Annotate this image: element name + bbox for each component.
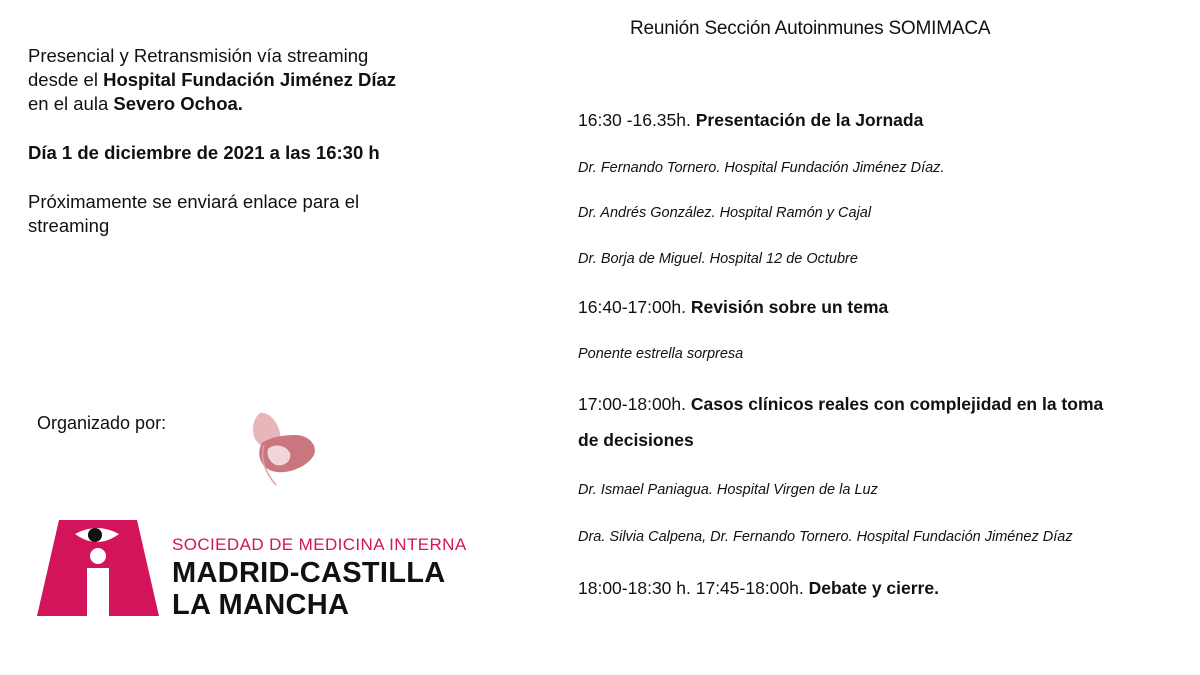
slot-1-speaker-2: Dr. Andrés González. Hospital Ramón y Cajal [578, 205, 872, 221]
agenda-slot-2 [578, 289, 1178, 325]
slot-1-speaker-3: Dr. Borja de Miguel. Hospital 12 de Octubre [578, 251, 858, 267]
butterfly-logo-icon [246, 405, 321, 487]
venue-line-2 [28, 68, 468, 92]
hospital-name: Hospital Fundación Jiménez Díaz [103, 69, 397, 90]
region-line-2: LA MANCHA [172, 589, 350, 621]
slot-3-speaker-2: Dra. Silvia Calpena, Dr. Fernando Tornero. Hospital Fundación Jiménez Díaz [578, 529, 1073, 545]
agenda-slot-1 [578, 102, 1178, 138]
agenda-slot-3 [578, 386, 1178, 422]
slot-1-title: Presentación de la Jornada [695, 110, 924, 130]
slot-1-time: 16:30 -16.35h. [578, 110, 696, 130]
slot-2-speaker-1: Ponente estrella sorpresa [578, 346, 744, 362]
region-name [172, 557, 446, 621]
slot-1-speaker-1: Dr. Fernando Tornero. Hospital Fundación Jiménez Díaz. [578, 160, 945, 176]
slot-3-time: 17:00-18:00h. [578, 394, 691, 414]
agenda-slot-3-cont [578, 422, 1178, 458]
venue-line-3 [28, 92, 468, 116]
event-info [28, 44, 468, 238]
slot-4-title: Debate y cierre. [808, 578, 939, 598]
venue-line-1: Presencial y Retransmisión vía streaming [28, 45, 369, 66]
room-name: Severo Ochoa. [113, 93, 243, 114]
slot-2-title: Revisión sobre un tema [690, 297, 889, 317]
streaming-note-line-1: Próximamente se enviará enlace para el [28, 191, 360, 212]
region-line-1: MADRID-CASTILLA [172, 557, 446, 589]
slot-3-speaker-1: Dr. Ismael Paniagua. Hospital Virgen de la Luz [578, 482, 878, 498]
agenda-slot-4 [578, 570, 1178, 606]
slot-3-title-line-1: Casos clínicos reales con complejidad en la toma [690, 394, 1104, 414]
page-title: Reunión Sección Autoinmunes SOMIMACA [630, 18, 991, 39]
venue-line-3-pre: en el aula [28, 93, 114, 114]
society-name: SOCIEDAD DE MEDICINA INTERNA [172, 535, 467, 554]
streaming-note-line-2: streaming [28, 215, 110, 236]
event-date-text: Día 1 de diciembre de 2021 a las 16:30 h [28, 142, 380, 163]
venue-line-2-pre: desde el [28, 69, 104, 90]
organized-by-label: Organizado por: [37, 413, 167, 433]
slot-2-time: 16:40-17:00h. [578, 297, 691, 317]
event-date [28, 141, 468, 165]
slot-3-title-line-2: de decisiones [578, 430, 694, 450]
slot-4-time: 18:00-18:30 h. 17:45-18:00h. [578, 578, 809, 598]
somimaca-logo-icon [37, 520, 159, 616]
